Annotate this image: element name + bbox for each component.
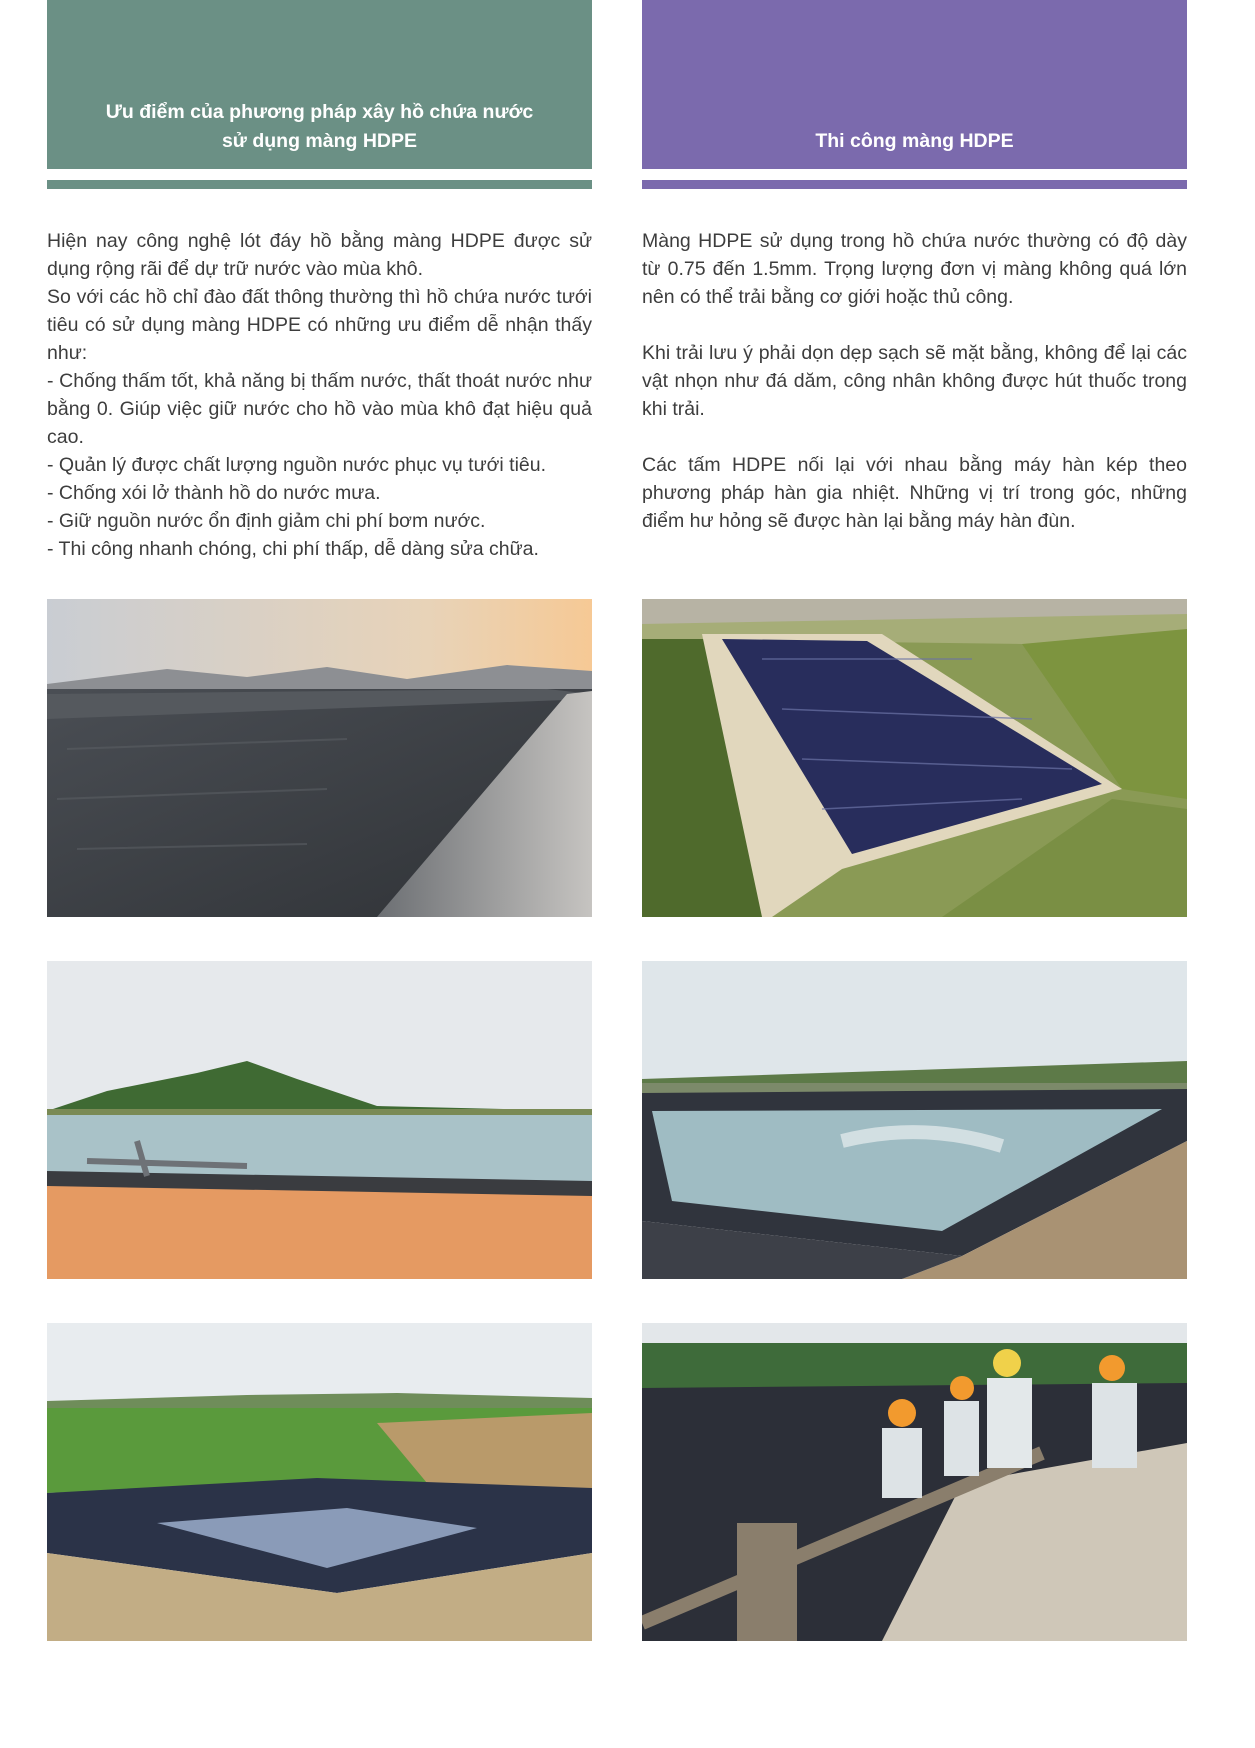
paragraph: Hiện nay công nghệ lót đáy hồ bằng màng HDPE được sử dụng rộng rãi để dự trữ nước vào mùa khô. (47, 230, 592, 280)
paragraph: Khi trải lưu ý phải dọn dẹp sạch sẽ mặt bằng, không để lại các vật nhọn như đá dăm, công nhân không được hút thuốc trong khi trải. (642, 342, 1187, 420)
advantages-header (47, 0, 592, 169)
construction-header (642, 0, 1187, 169)
right-divider (642, 180, 1187, 189)
right-column (642, 0, 1187, 535)
left-divider (47, 180, 592, 189)
list-item: - Thi công nhanh chóng, chi phí thấp, dễ dàng sửa chữa. (47, 538, 539, 560)
list-item: - Chống thấm tốt, khả năng bị thấm nước, thất thoát nước như bằng 0. Giúp việc giữ nước cho hồ vào mùa khô đạt hiệu quả cao. (47, 370, 592, 448)
list-item: - Quản lý được chất lượng nguồn nước phục vụ tưới tiêu. (47, 454, 547, 476)
photo-lined-pond-sunset (47, 599, 592, 917)
paragraph: Màng HDPE sử dụng trong hồ chứa nước thường có độ dày từ 0.75 đến 1.5mm. Trọng lượng đơn vị màng không quá lớn nên có thể trải bằng cơ giới hoặc thủ công. (642, 230, 1187, 308)
construction-header-title: Thi công màng HDPE (815, 130, 1014, 152)
photo-aerial-pond (642, 599, 1187, 917)
advantages-header-line1: Ưu điểm của phương pháp xây hồ chứa nước (105, 101, 534, 123)
advantages-text (47, 227, 592, 563)
paragraph: So với các hồ chỉ đào đất thông thường thì hồ chứa nước tưới tiêu có sử dụng màng HDPE có những ưu điểm dễ nhận thấy như: (47, 286, 592, 364)
list-item: - Giữ nguồn nước ổn định giảm chi phí bơm nước. (47, 510, 486, 532)
photo-workers-installing (642, 1323, 1187, 1641)
photo-pond-green-slope (47, 1323, 592, 1641)
construction-text (642, 227, 1187, 535)
list-item: - Chống xói lở thành hồ do nước mưa. (47, 482, 381, 504)
paragraph: Các tấm HDPE nối lại với nhau bằng máy hàn kép theo phương pháp hàn gia nhiệt. Những vị trí trong góc, những điểm hư hỏng sẽ được hàn lại bằng máy hàn đùn. (642, 454, 1187, 532)
photo-pond-sky-reflection (642, 961, 1187, 1279)
photo-pond-hill-sand (47, 961, 592, 1279)
advantages-header-line2: sử dụng màng HDPE (221, 130, 418, 152)
left-column (47, 0, 592, 563)
